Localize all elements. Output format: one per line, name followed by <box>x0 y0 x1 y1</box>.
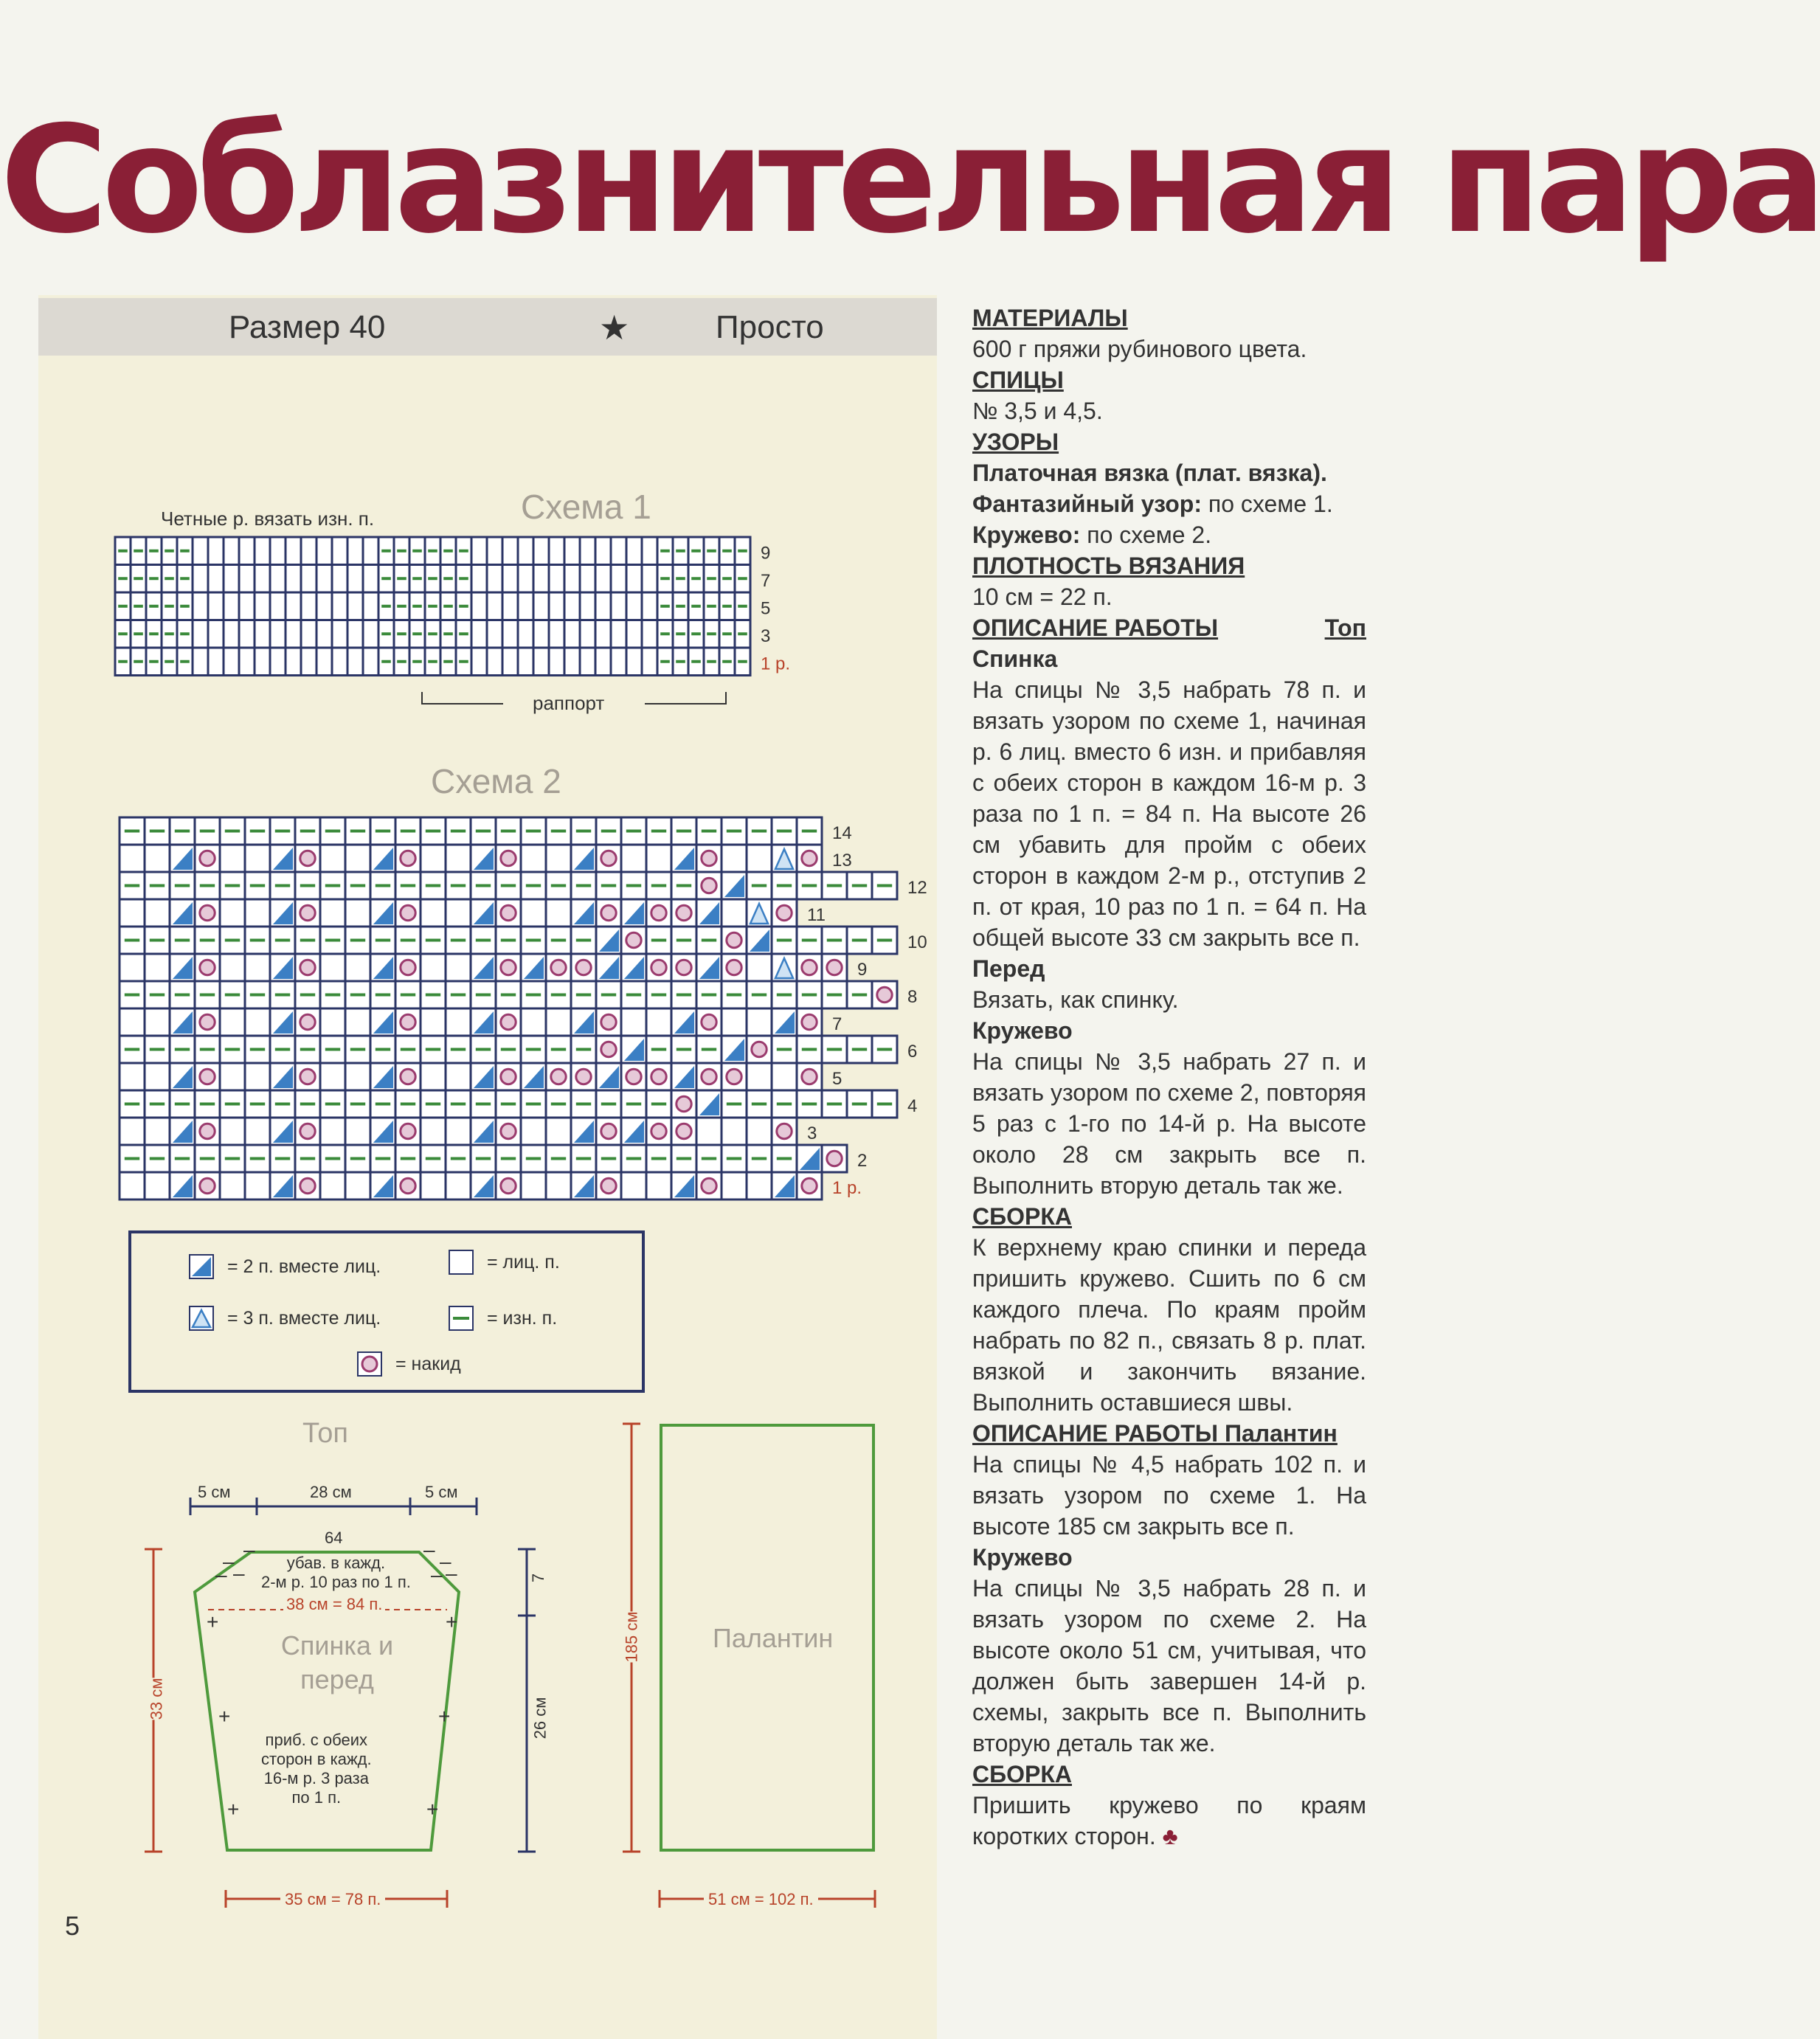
chart2-row-label: 10 <box>907 932 927 952</box>
svg-text:–: – <box>446 1562 457 1585</box>
legend-item-purl: = изн. п. <box>449 1306 557 1331</box>
page-number: 5 <box>65 1911 80 1941</box>
chart2-row-label: 14 <box>832 823 852 843</box>
chart1-title: Схема 1 <box>521 488 651 526</box>
total-height: 33 см <box>147 1678 166 1720</box>
materials-text: 600 г пряжи рубинового цвета. <box>972 336 1307 362</box>
chart1-row-label: 3 <box>761 626 771 646</box>
svg-text:+: + <box>207 1610 219 1633</box>
chart2-row-label: 5 <box>832 1068 842 1089</box>
stole-text: На спицы № 4,5 набрать 102 п. и вязать узором по схеме 1. На высоте 185 см закрыть все п. <box>972 1451 1366 1540</box>
front-heading: Перед <box>972 955 1045 982</box>
legend-item-k2tog: = 2 п. вместе лиц. <box>189 1254 381 1279</box>
instructions-column <box>972 302 1366 1852</box>
work-heading-row <box>972 612 1366 643</box>
svg-text:+: + <box>218 1705 231 1728</box>
decrease-note: убав. в кажд. 2-м р. 10 раз по 1 п. <box>261 1554 411 1591</box>
needles-text: № 3,5 и 4,5. <box>972 398 1103 424</box>
chart2-row-label: 8 <box>907 986 918 1007</box>
chart1-row-label: 5 <box>761 598 771 619</box>
chart2-row-label: 3 <box>807 1123 817 1143</box>
svg-text:–: – <box>431 1563 443 1586</box>
back-heading: Спинка <box>972 645 1058 672</box>
chart2-row-label: 13 <box>832 850 852 870</box>
chart1-repeat-label: раппорт <box>533 692 605 714</box>
assembly-heading: СБОРКА <box>972 1203 1072 1230</box>
top-left-width: 5 см <box>198 1483 231 1501</box>
stole-name: Палантин <box>713 1623 834 1653</box>
stole-assembly-heading: СБОРКА <box>972 1761 1072 1787</box>
patterns-heading: УЗОРЫ <box>972 429 1059 455</box>
stole-lace-text: На спицы № 3,5 набрать 28 п. и вязать узором по схеме 2. На высоте около 51 см, учитывая, что должен быть завершен 14-й р. схемы, закрыть все п. Выполнить вторую деталь так же. <box>972 1575 1366 1756</box>
increase-note: приб. с обеих сторон в кажд. 16-м р. 3 раза по 1 п. <box>261 1731 372 1807</box>
work-heading: ОПИСАНИЕ РАБОТЫ <box>972 615 1219 641</box>
legend-item-yo: = накид <box>357 1351 461 1377</box>
svg-text:+: + <box>438 1705 451 1728</box>
stole-lace-heading: Кружево <box>972 1544 1073 1571</box>
materials-heading: МАТЕРИАЛЫ <box>972 305 1128 331</box>
stole-height: 185 см <box>622 1611 641 1663</box>
gauge-heading: ПЛОТНОСТЬ ВЯЗАНИЯ <box>972 553 1245 579</box>
top-schematic-title: Топ <box>302 1418 348 1449</box>
legend-item-k3tog: = 3 п. вместе лиц. <box>189 1306 381 1331</box>
gauge-text: 10 см = 22 п. <box>972 584 1113 610</box>
upper-width: 38 см = 84 п. <box>283 1595 385 1614</box>
top-stitch-count: 64 <box>325 1529 343 1547</box>
back-text: На спицы № 3,5 набрать 78 п. и вязать узором по схеме 1, начиная р. 6 лиц. вместо 6 изн. и прибавляя с обеих сторон в каждом 16-м р. 3 раза по 1 п. = 84 п. На высоте 26 см убавить для пройм с обеих сторон в каждом 2-м р., отступив 2 п. от края, 10 раз по 1 п. = 64 п. На общей высоте 33 см закрыть все п. <box>972 676 1366 951</box>
work-top-heading: Топ <box>1324 615 1366 641</box>
chart1-note: Четные р. вязать изн. п. <box>161 508 375 530</box>
pattern-garter: Платочная вязка (плат. вязка). <box>972 460 1327 486</box>
bottom-width: 35 см = 78 п. <box>280 1890 385 1909</box>
pattern-lace: Кружево: по схеме 2. <box>972 522 1212 548</box>
svg-text:–: – <box>423 1538 435 1561</box>
chart1-row-label: 9 <box>761 543 771 564</box>
chart2-row-label: 7 <box>832 1014 842 1034</box>
chart2-title: Схема 2 <box>431 762 561 800</box>
chart2-row-label: 11 <box>807 904 826 925</box>
front-text: Вязать, как спинку. <box>972 986 1179 1013</box>
svg-text:–: – <box>223 1550 235 1573</box>
svg-text:+: + <box>227 1798 240 1821</box>
assembly-text: К верхнему краю спинки и переда пришить кружево. Сшить по 6 см каждого плеча. По краям пройм набрать по 82 п., связать 8 р. плат. вязкой и закончить вязание. Выполнить оставшиеся швы. <box>972 1234 1366 1416</box>
stole-width: 51 см = 102 п. <box>704 1890 818 1909</box>
chart2-row-label: 9 <box>857 959 868 980</box>
stole-work-heading: ОПИСАНИЕ РАБОТЫ Палантин <box>972 1420 1338 1447</box>
size-label: Размер 40 <box>229 309 386 345</box>
chart2-row-label: 1 р. <box>832 1177 862 1198</box>
chart1-row-label: 7 <box>761 570 771 591</box>
top-right-width: 5 см <box>425 1483 458 1501</box>
lower-height: 26 см <box>530 1697 550 1739</box>
chart2-row-label: 6 <box>907 1041 918 1062</box>
svg-text:–: – <box>233 1562 245 1585</box>
chart2-row-label: 4 <box>907 1095 918 1116</box>
end-mark-icon: ♣ <box>1162 1823 1178 1849</box>
chart2-row-label: 2 <box>857 1150 868 1171</box>
svg-text:–: – <box>243 1538 255 1561</box>
star-icon: ★ <box>599 308 630 347</box>
lace-text: На спицы № 3,5 набрать 27 п. и вязать узором по схеме 2, повторяя 5 раз с 1-го по 14-й р. На высоте около 28 см закрыть все п. Выполнить вторую деталь так же. <box>972 1048 1366 1199</box>
upper-height: 7 <box>529 1573 548 1583</box>
chart1-row-label: 1 р. <box>761 654 791 674</box>
top-middle-width: 28 см <box>310 1483 352 1501</box>
chart2-row-label: 12 <box>907 877 927 898</box>
svg-text:+: + <box>446 1610 458 1633</box>
svg-text:+: + <box>426 1798 439 1821</box>
legend-item-knit: = лиц. п. <box>449 1250 560 1275</box>
needles-heading: СПИЦЫ <box>972 367 1064 393</box>
svg-text:–: – <box>440 1550 451 1573</box>
stole-assembly-text: Пришить кружево по краям коротких сторон. ♣ <box>972 1792 1366 1849</box>
svg-text:–: – <box>215 1563 227 1586</box>
page-title: Соблазнительная пара <box>0 94 1820 266</box>
pattern-fancy: Фантазийный узор: по схеме 1. <box>972 491 1333 517</box>
piece-name: Спинка и перед <box>280 1630 394 1694</box>
lace-heading: Кружево <box>972 1017 1073 1044</box>
difficulty-label: Просто <box>716 309 824 345</box>
